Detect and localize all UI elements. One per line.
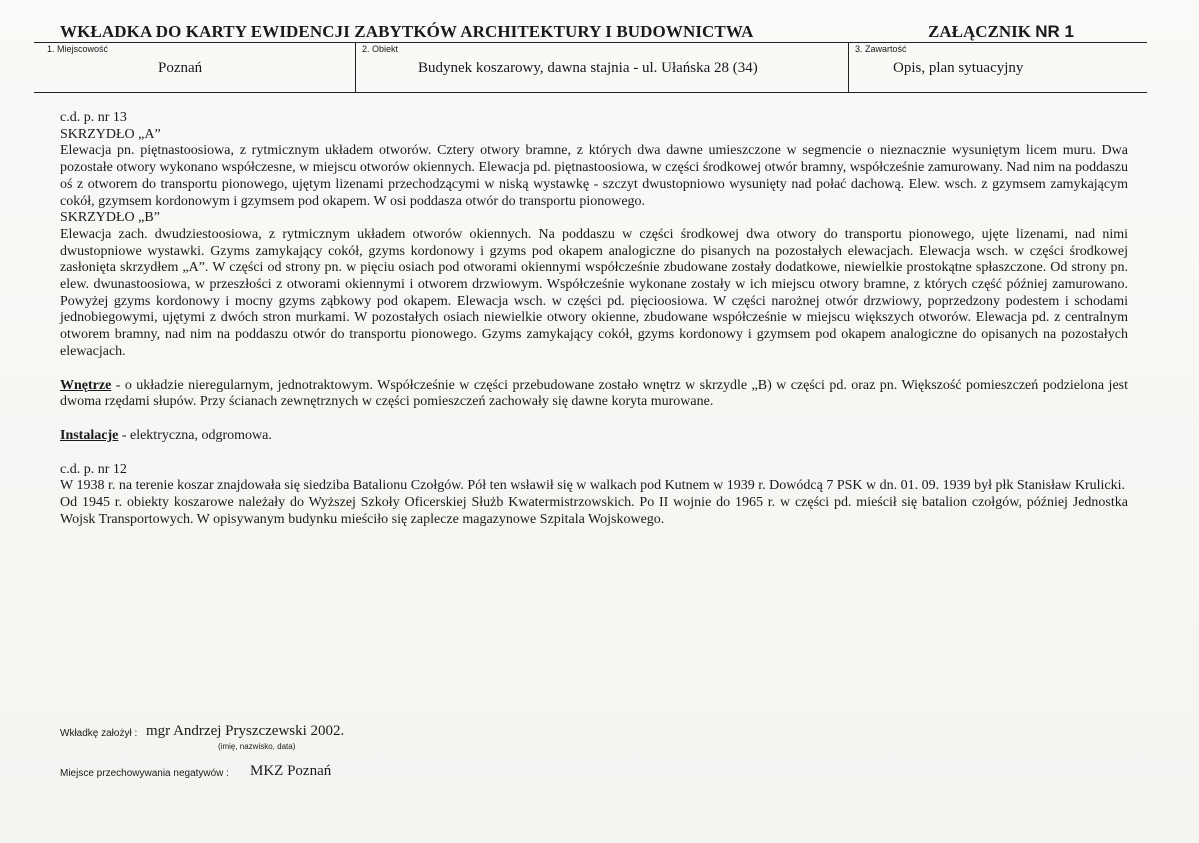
storage-label: Miejsce przechowywania negatywów : xyxy=(60,768,229,779)
description-body xyxy=(60,110,1128,528)
author-label: Wkładkę założył : xyxy=(60,728,138,739)
annex-label xyxy=(928,22,1074,42)
field-divider-1 xyxy=(355,42,356,92)
storage-value: MKZ Poznań xyxy=(250,763,332,779)
contents-label: 3. Zawartość xyxy=(855,44,907,54)
interior-paragraph xyxy=(60,378,1128,411)
interior-description: - o układzie nieregularnym, jednotraktowym. Współcześnie w części przebudowane zostało wnętrz w skrzydle „B) w części pd. oraz pn. Większość pomieszczeń podzielona jest dwoma rzędami słupów. Przy ścianach zewnętrznych w części pomieszczeń zachowały się dawne koryta murowane. xyxy=(60,377,1128,410)
header-top-rule xyxy=(34,42,1147,43)
author-hint: (imię, nazwisko, data) xyxy=(218,742,296,751)
installations-description: - elektryczna, odgromowa. xyxy=(118,427,272,443)
locality-value: Poznań xyxy=(158,60,203,76)
history-paragraph-2: Od 1945 r. obiekty koszarowe należały do Wyższej Szkoły Oficerskiej Służb Kwatermistrzowskich. Po II wojnie do 1965 r. w części pd. mieścił się batalion czołgów, później Jednostka Wojsk Transportowych. W opisywanym budynku mieściło się zaplecze magazynowe Szpitala Wojskowego. xyxy=(60,495,1128,527)
locality-label: 1. Miejscowość xyxy=(47,44,109,54)
continuation-note-2: c.d. p. nr 12 xyxy=(60,461,127,477)
wing-a-heading: SKRZYDŁO „A” xyxy=(60,126,161,142)
contents-value: Opis, plan sytuacyjny xyxy=(893,60,1024,76)
document-title: WKŁADKA DO KARTY EWIDENCJI ZABYTKÓW ARCHITEKTURY I BUDOWNICTWA xyxy=(60,22,754,41)
wing-a-description: Elewacja pn. piętnastoosiowa, z rytmicznym układem otworów. Cztery otwory bramne, z których dwa dawne umieszczone w segmencie o nieznacznie wysuniętym licem muru. Dwa pozostałe otwory wykonano współczesne, w miejscu otworów okiennych. Elewacja pd. piętnastoosiowa, w części środkowej otwór bramny, współcześnie zamurowany. Nad nim na poddaszu oś z otworem do transportu pionowego, ujętym lizenami przechodzącymi w niską wystawkę - szczyt dwustopniowo wysunięty nad połać dachową. Elew. wsch. z gzymsem zamykającym cokół, gzymsem kordonowym i gzymsem pod okapem. W osi poddasza otwór do transportu pionowego. xyxy=(60,143,1128,209)
field-divider-2 xyxy=(848,42,849,92)
object-value: Budynek koszarowy, dawna stajnia - ul. Ułańska 28 (34) xyxy=(418,60,758,76)
author-value: mgr Andrzej Pryszczewski 2002. xyxy=(146,723,345,739)
wing-b-description: Elewacja zach. dwudziestoosiowa, z rytmicznym układem otworów okiennych. Na poddaszu w części środkowej dwa otwory do transportu pionowego, ujęte lizenami, nad nimi dwustopniowe wystawki. Gzyms zamykający cokół, gzyms kordonowy i gzyms pod okapem analogiczne do pisanych na pozostałych elewacjach. Elewacja wsch. w części środkowej zasłonięta skrzydłem „A”. W części od strony pn. w pięciu osiach pod otworami okiennymi współcześnie zbudowane zostały dodatkowe, niewielkie prostokątne spłaszczone. Od strony pn. elew. dwunastoosiowa, w przeszłości z otworami okiennymi i otworem drzwiowym. Współcześnie wykonane zostały w ich miejscu otwory bramne, z których część później zamurowano. Powyżej gzyms kordonowy i mocny gzyms ząbkowy pod okapem. Elewacja wsch. w części pd. pięcioosiowa. W części narożnej otwór drzwiowy, poprzedzony podestem i schodami jednobiegowymi, ujętymi z dwóch stron murkami. W pozostałych osiach niewielkie otwory okienne, zbudowane współcześnie w miejscu większych otworów. Elewacja pd. z centralnym otworem bramny, nad nim na poddaszu otwór do transportu pionowego. Gzyms zamykający cokół, gzyms kordonowy i gzymsem pod okapem analogiczne do opisanych na pozostałych elewacjach. xyxy=(60,226,1128,359)
continuation-note-1: c.d. p. nr 13 xyxy=(60,110,127,125)
annex-prefix: ZAŁĄCZNIK xyxy=(928,22,1031,41)
installations-paragraph xyxy=(60,428,1128,445)
object-label: 2. Obiekt xyxy=(362,44,399,54)
header-bottom-rule xyxy=(34,92,1147,93)
wing-b-heading: SKRZYDŁO „B” xyxy=(60,210,160,226)
history-paragraph-1: W 1938 r. na terenie koszar znajdowała się siedziba Batalionu Czołgów. Pół ten wsławił się w walkach pod Kutnem w 1939 r. Dowódcą 7 PSK w dn. 01. 09. 1939 był płk Stanisław Krulicki. xyxy=(60,478,1125,494)
annex-number: NR 1 xyxy=(1035,22,1074,41)
interior-label: Wnętrze xyxy=(60,377,112,393)
installations-label: Instalacje xyxy=(60,427,119,443)
